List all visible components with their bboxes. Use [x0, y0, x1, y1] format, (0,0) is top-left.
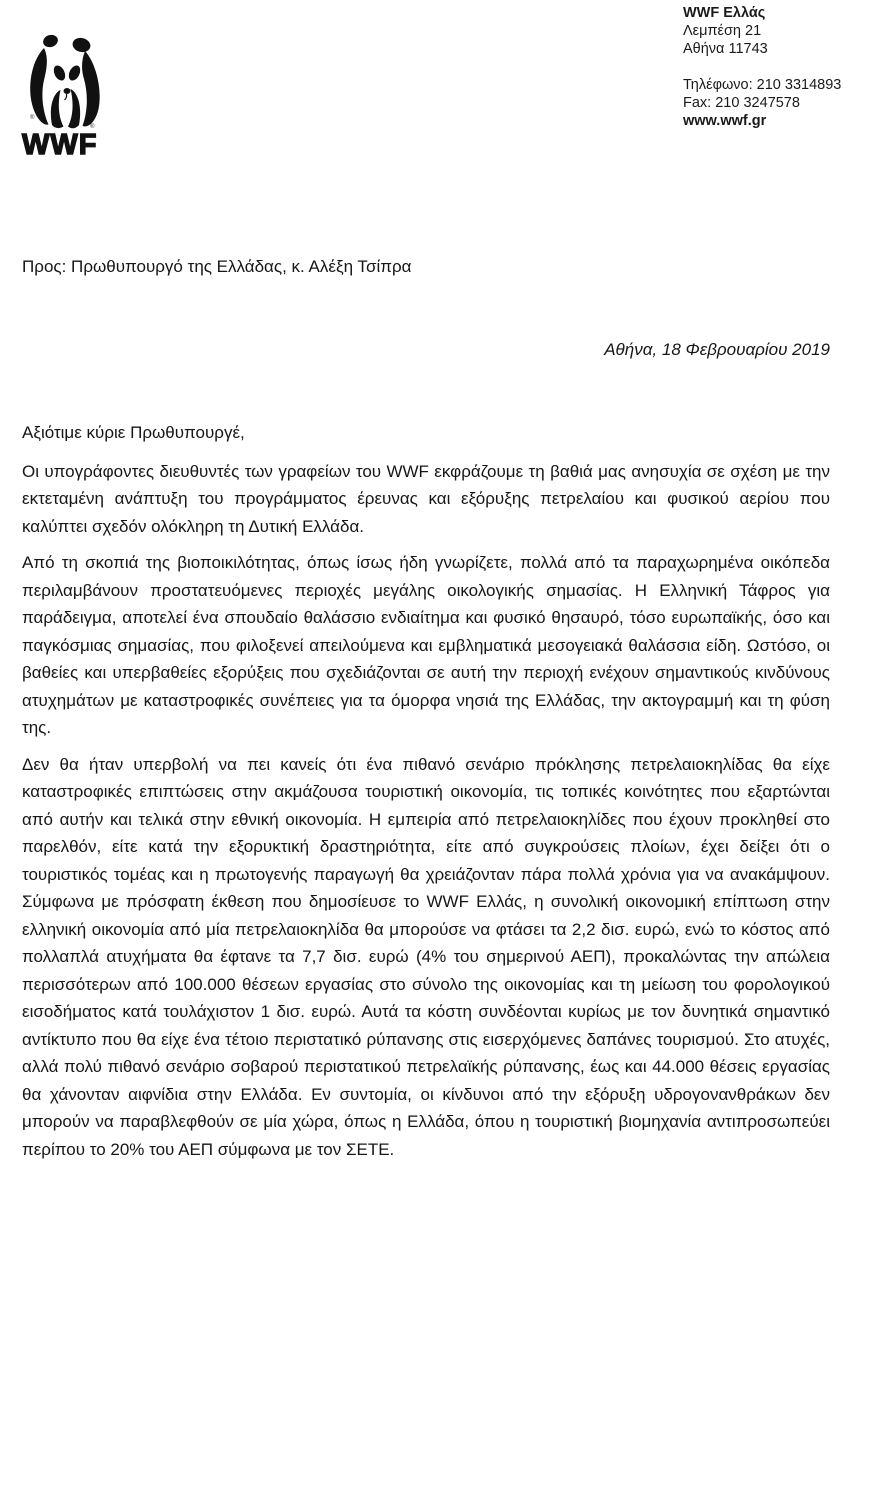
website-url: www.wwf.gr	[683, 113, 767, 129]
fax-line: Fax: 210 3247578	[683, 95, 800, 111]
paragraph-1: Οι υπογράφοντες διευθυντές των γραφείων του WWF εκφράζουμε τη βαθιά μας ανησυχία σε σχέση με την εκτεταμένη ανάπτυξη του προγράμματος έρευνας και εξόρυξης πετρελαίου και φυσικού αερίου που καλύπτει σχεδόν ολόκληρη τη Δυτική Ελλάδα.	[22, 461, 830, 536]
org-name: WWF Ελλάς	[683, 5, 766, 21]
address-line-1: Λεμπέση 21	[683, 23, 762, 39]
paragraph-2: Από τη σκοπιά της βιοποικιλότητας, όπως ίσως ήδη γνωρίζετε, πολλά από τα παραχωρημένα οικόπεδα περιλαμβάνουν προστατευόμενες περιοχές μεγάλης οικολογικής σημασίας. Η Ελληνική Τάφρος για παράδειγμα, αποτελεί ένα σπουδαίο θαλάσσιο ενδιαίτημα και φυσικό θησαυρό, τόσο ευρωπαϊκής, όσο και παγκόσμιας σημασίας, που φιλοξενεί απειλούμενα και εμβληματικά μεσογειακά θαλάσσια είδη. Ωστόσο, οι βαθείες και υπερβαθείες εξορύξεις που σχεδιάζονται σε αυτή την περιοχή ενέχουν σημαντικούς κινδύνους ατυχημάτων με καταστροφικές συνέπειες για τα όμορφα νησιά της Ελλάδας, την ακτογραμμή και τη φύση της.	[22, 553, 830, 737]
wwf-panda-logo-icon	[22, 33, 102, 130]
registered-mark-icon: ®	[30, 115, 35, 121]
salutation: Αξιότιμε κύριε Πρωθυπουργέ,	[22, 423, 245, 442]
phone-line: Τηλέφωνο: 210 3314893	[683, 77, 842, 93]
wwf-logo	[22, 33, 102, 160]
dateline: Αθήνα, 18 Φεβρουαρίου 2019	[604, 339, 830, 359]
wwf-wordmark: WWF	[22, 129, 98, 161]
address-line-2: Αθήνα 11743	[683, 41, 768, 57]
registered-mark-icon: ®	[90, 124, 95, 130]
paragraph-3: Δεν θα ήταν υπερβολή να πει κανείς ότι ένα πιθανό σενάριο πρόκλησης πετρελαιοκηλίδας θα είχε καταστροφικές επιπτώσεις στην ακμάζουσα τουριστική οικονομία, τις τοπικές κοινότητες που εξαρτώνται από αυτήν και τελικά στην εθνική οικονομία. Η εμπειρία από πετρελαιοκηλίδες που έχουν προκληθεί στο παρελθόν, είτε κατά την εξορυκτική δραστηριότητα, είτε από συγκρούσεις πλοίων, έχει δείξει ότι ο τουριστικός τομέας και η πρωτογενής παραγωγή θα χρειάζονταν πάρα πολλά χρόνια για να ανακάμψουν. Σύμφωνα με πρόσφατη έκθεση που δημοσίευσε το WWF Ελλάς, η συνολική οικονομική επίπτωση στην ελληνική οικονομία από μία πετρελαιοκηλίδα θα μπορούσε να φτάσει τα 2,2 δισ. ευρώ, ενώ το κόστος από πολλαπλά ατυχήματα θα έφτανε τα 7,7 δισ. ευρώ (4% του σημερινού ΑΕΠ), προκαλώντας την απώλεια περισσότερων από 100.000 θέσεων εργασίας στο σύνολο της οικονομίας και τη μείωση του φορολογικού εισοδήματος κατά τουλάχιστον 1 δισ. ευρώ. Αυτά τα κόστη συνδέονται κυρίως με τον δυνητικά σημαντικό αντίκτυπο που θα είχε ένα τέτοιο περιστατικό ρύπανσης στις εισερχόμενες δαπάνες τουρισμού. Στο ατυχές, αλλά πολύ πιθανό σενάριο σοβαρού περιστατικού πετρελαϊκής ρύπανσης, έως και 44.000 θέσεις εργασίας θα χάνονταν αιφνίδια στην Ελλάδα. Εν συντομία, οι κίνδυνοι από την εξόρυξη υδρογονανθράκων δεν μπορούν να παραβλεφθούν σε μία χώρα, όπως η Ελλάδα, όπου η τουριστική βιομηχανία αντιπροσωπεύει περίπου το 20% του ΑΕΠ σύμφωνα με τον ΣΕΤΕ.	[22, 754, 830, 1159]
letter-body	[22, 253, 830, 1172]
recipient-line: Προς: Πρωθυπουργό της Ελλάδας, κ. Αλέξη Τσίπρα	[22, 257, 412, 276]
letterhead-contact-block	[683, 4, 841, 130]
